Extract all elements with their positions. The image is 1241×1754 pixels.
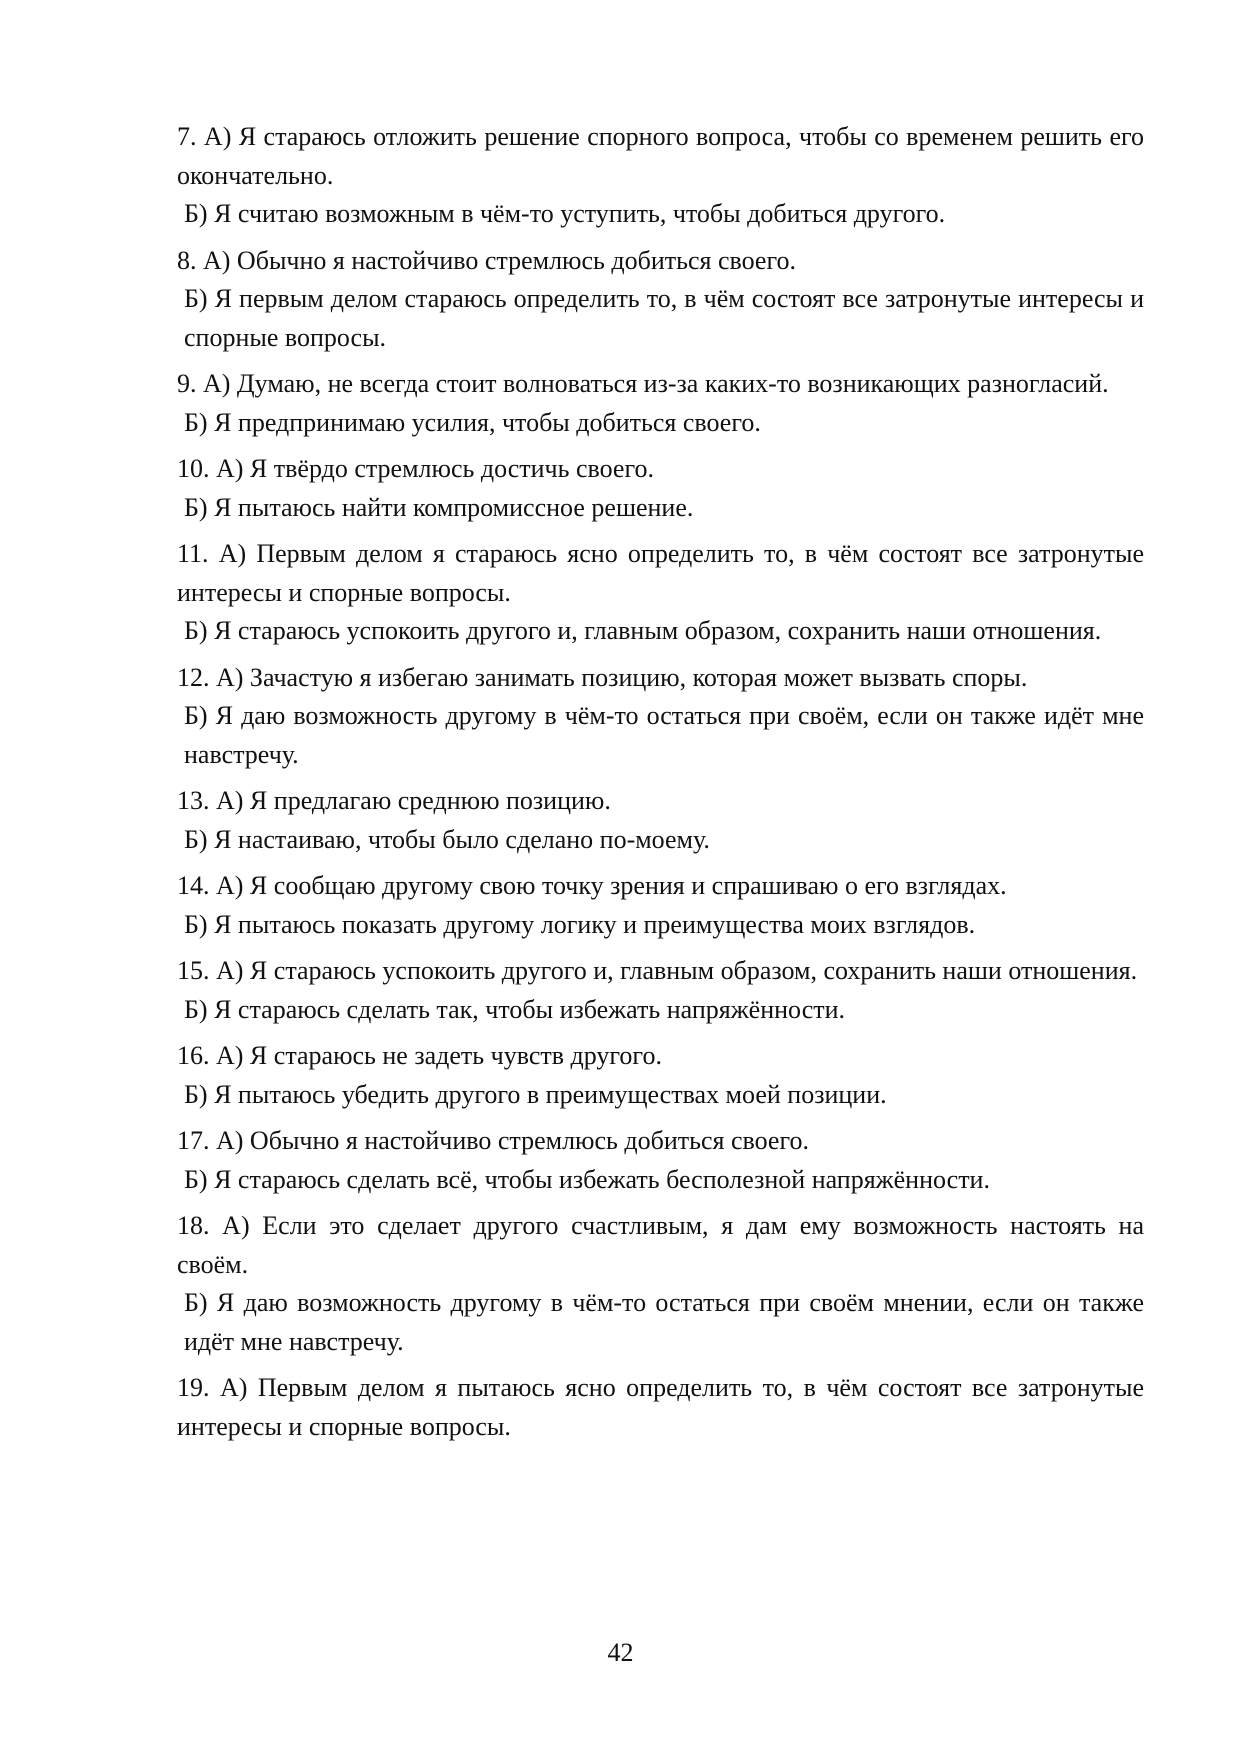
option-b: Б) Я предпринимаю усилия, чтобы добиться своего. [184,407,761,437]
question-19 [177,1369,1144,1446]
question-9 [177,365,1144,442]
option-b: Б) Я стараюсь сделать так, чтобы избежать напряжённости. [184,994,846,1024]
question-13 [177,782,1144,859]
question-14 [177,867,1144,944]
option-a: 10. А) Я твёрдо стремлюсь достичь своего. [177,454,654,483]
option-b: Б) Я даю возможность другому в чём-то остаться при своём, если он также идёт мне навстречу. [184,701,1144,769]
question-18 [177,1207,1144,1361]
option-b: Б) Я пытаюсь убедить другого в преимуществах моей позиции. [184,1079,887,1109]
option-b: Б) Я пытаюсь показать другому логику и преимущества моих взглядов. [184,909,976,939]
question-7 [177,118,1144,234]
option-b: Б) Я настаиваю, чтобы было сделано по-моему. [184,824,710,854]
option-a: 15. А) Я стараюсь успокоить другого и, главным образом, сохранить наши отношения. [177,956,1138,985]
option-a: 19. А) Первым делом я пытаюсь ясно определить то, в чём состоят все затронутые интересы и спорные вопросы. [177,1373,1144,1441]
option-a: 18. А) Если это сделает другого счастливым, я дам ему возможность настоять на своём. [177,1211,1144,1279]
option-b: Б) Я стараюсь сделать всё, чтобы избежать бесполезной напряжённости. [184,1164,990,1194]
option-a: 16. А) Я стараюсь не задеть чувств другого. [177,1041,662,1070]
question-16 [177,1037,1144,1114]
option-a: 12. А) Зачастую я избегаю занимать позицию, которая может вызвать споры. [177,662,1028,692]
question-15 [177,952,1144,1029]
question-11 [177,535,1144,651]
page-number: 42 [607,1638,634,1667]
option-b: Б) Я считаю возможным в чём-то уступить, чтобы добиться другого. [184,199,946,228]
option-a: 13. А) Я предлагаю среднюю позицию. [177,786,611,815]
question-8 [177,242,1144,358]
option-b: Б) Я даю возможность другому в чём-то остаться при своём мнении, если он также идёт мне навстречу. [184,1288,1144,1356]
option-b: Б) Я пытаюсь найти компромиссное решение. [184,492,694,522]
option-b: Б) Я первым делом стараюсь определить то, в чём состоят все затронутые интересы и спорные вопросы. [184,284,1144,352]
option-a: 17. А) Обычно я настойчиво стремлюсь добиться своего. [177,1126,809,1155]
question-17 [177,1122,1144,1199]
question-10 [177,450,1144,527]
option-a: 8. А) Обычно я настойчиво стремлюсь добиться своего. [177,245,796,275]
option-b: Б) Я стараюсь успокоить другого и, главным образом, сохранить наши отношения. [184,616,1102,645]
option-a: 11. А) Первым делом я стараюсь ясно определить то, в чём состоят все затронутые интересы и спорные вопросы. [177,539,1144,607]
option-a: 7. А) Я стараюсь отложить решение спорного вопроса, чтобы со временем решить его окончательно. [177,122,1144,190]
question-12 [177,659,1144,775]
questionnaire-body [177,118,1144,1454]
option-a: 9. А) Думаю, не всегда стоит волноваться из-за каких-то возникающих разногласий. [177,369,1109,398]
option-a: 14. А) Я сообщаю другому свою точку зрения и спрашиваю о его взглядах. [177,871,1007,900]
